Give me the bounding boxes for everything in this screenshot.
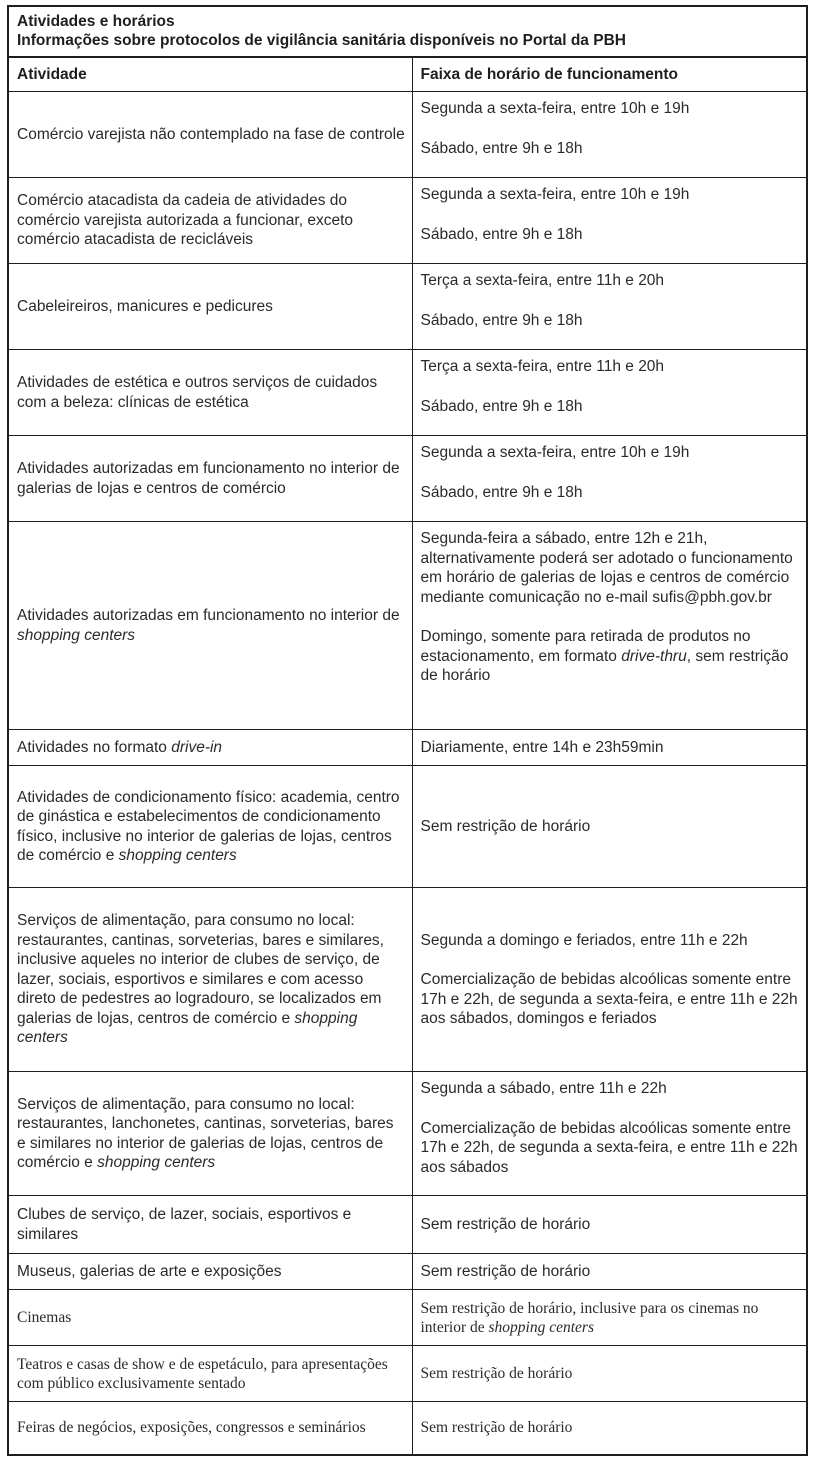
table-row: [9, 92, 806, 178]
hours-cell: Sem restrição de horário: [412, 1196, 806, 1254]
activity-cell: Cinemas: [9, 1290, 412, 1346]
table-row: [9, 1196, 806, 1254]
activity-cell: [9, 766, 412, 888]
hours-line: Segunda a domingo e feriados, entre 11h e 22h: [420, 931, 748, 949]
activity-cell: [9, 1072, 412, 1196]
header-hours: Faixa de horário de funcionamento: [412, 58, 806, 92]
hours-cell: Diariamente, entre 14h e 23h59min: [412, 730, 806, 766]
activity-emphasis: shopping centers: [118, 847, 237, 864]
table-row: [9, 264, 806, 350]
activity-cell: Comércio varejista não contemplado na fase de controle: [9, 92, 412, 178]
hours-emphasis: drive-thru: [621, 647, 687, 665]
hours-line: Segunda a sexta-feira, entre 10h e 19h: [420, 186, 690, 203]
hours-cell: [412, 264, 806, 350]
hours-line: Segunda a sexta-feira, entre 10h e 19h: [420, 100, 690, 117]
hours-line: Terça a sexta-feira, entre 11h e 20h: [420, 358, 665, 375]
hours-cell: Sem restrição de horário: [412, 766, 806, 888]
table-header-row: [9, 58, 806, 92]
activity-cell: Museus, galerias de arte e exposições: [9, 1254, 412, 1290]
table-row: [9, 436, 806, 522]
activities-hours-table: [9, 58, 806, 1454]
activity-emphasis: shopping centers: [97, 1154, 216, 1171]
hours-cell: [412, 1290, 806, 1346]
hours-cell: [412, 178, 806, 264]
activity-cell: Feiras de negócios, exposições, congressos e seminários: [9, 1402, 412, 1454]
hours-line: Sábado, entre 9h e 18h: [420, 225, 583, 243]
hours-line: Sábado, entre 9h e 18h: [420, 483, 583, 501]
activity-cell: Comércio atacadista da cadeia de atividades do comércio varejista autorizada a funcionar, exceto comércio atacadista de recicláveis: [9, 178, 412, 264]
activity-emphasis: shopping centers: [17, 626, 136, 644]
hours-line: Segunda a sábado, entre 11h e 22h: [420, 1080, 667, 1097]
activity-text: Atividades de condicionamento físico: academia, centro de ginástica e estabelecimentos de condicionamento físico, inclusive no interior de galerias de lojas, centros de comércio e: [17, 788, 400, 864]
hours-line: [421, 627, 801, 686]
hours-line: Segunda a sexta-feira, entre 10h e 19h: [420, 444, 690, 461]
hours-cell: Sem restrição de horário: [412, 1254, 806, 1290]
hours-line: Sábado, entre 9h e 18h: [420, 397, 583, 415]
hours-cell: [412, 1072, 806, 1196]
hours-cell: [412, 522, 806, 730]
hours-line: Segunda-feira a sábado, entre 12h e 21h, alternativamente poderá ser adotado o funcionamento em horário de galerias de lojas e centros de comércio mediante comunicação no e-mail sufis@pbh.gov.br: [420, 530, 793, 606]
hours-line: Comercialização de bebidas alcoólicas somente entre 17h e 22h, de segunda a sexta-feira, e entre 11h e 22h aos sábados: [420, 1119, 798, 1176]
hours-emphasis: shopping centers: [488, 1318, 594, 1336]
table-row: [9, 1402, 806, 1454]
activity-cell: [9, 522, 412, 730]
hours-cell: Sem restrição de horário: [412, 1402, 806, 1454]
table-row: [9, 730, 806, 766]
hours-line: Comercialização de bebidas alcoólicas somente entre 17h e 22h, de segunda a sexta-feira, e entre 11h e 22h aos sábados, domingos e feriados: [420, 971, 798, 1027]
caption-subtitle: Informações sobre protocolos de vigilância sanitária disponíveis no Portal da PBH: [17, 32, 626, 49]
hours-cell: [412, 92, 806, 178]
table-row: [9, 350, 806, 436]
activity-cell: Atividades autorizadas em funcionamento no interior de galerias de lojas e centros de comércio: [9, 436, 412, 522]
hours-text: , sem restrição de horário: [420, 647, 789, 684]
table-row: [9, 1346, 806, 1402]
hours-cell: [412, 350, 806, 436]
activity-cell: Teatros e casas de show e de espetáculo, para apresentações com público exclusivamente sentado: [9, 1346, 412, 1402]
activity-text: Atividades autorizadas em funcionamento no interior de: [17, 607, 400, 624]
activity-cell: Clubes de serviço, de lazer, sociais, esportivos e similares: [9, 1196, 412, 1254]
table-row: [9, 766, 806, 888]
hours-line: Sábado, entre 9h e 18h: [420, 311, 583, 329]
activity-emphasis: shopping centers: [17, 1009, 358, 1047]
hours-text: Sem restrição de horário, inclusive para os cinemas no interior de: [420, 1299, 759, 1336]
table-caption: [9, 7, 806, 58]
activity-text: Serviços de alimentação, para consumo no local: restaurantes, lanchonetes, cantinas, sorveterias, bares e similares no interior de galerias de lojas, centros de comércio e: [17, 1095, 394, 1171]
hours-line: Sábado, entre 9h e 18h: [420, 139, 583, 157]
hours-text: Domingo, somente para retirada de produtos no estacionamento, em formato: [420, 628, 751, 665]
header-activity: Atividade: [9, 58, 412, 92]
table-row: [9, 178, 806, 264]
caption-title: Atividades e horários: [17, 13, 175, 30]
activity-cell: [9, 888, 412, 1072]
hours-cell: [412, 436, 806, 522]
hours-cell: Sem restrição de horário: [412, 1346, 806, 1402]
table-row: [9, 522, 806, 730]
activity-cell: [9, 730, 412, 766]
table-row: [9, 1290, 806, 1346]
hours-cell: [412, 888, 806, 1072]
activity-emphasis: drive-in: [171, 738, 223, 756]
activity-text: Atividades no formato: [17, 738, 172, 756]
activity-text: Serviços de alimentação, para consumo no local: restaurantes, cantinas, sorveterias, bares e similares, inclusive aqueles no interior de clubes de serviço, de lazer, sociais, esportivos e similares e com acesso direto de pedestres ao logradouro, se localizados em galerias de lojas, centros de comércio e: [17, 912, 384, 1027]
activity-cell: Cabeleireiros, manicures e pedicures: [9, 264, 412, 350]
table-row: [9, 1072, 806, 1196]
hours-line: Terça a sexta-feira, entre 11h e 20h: [420, 272, 665, 289]
activity-cell: Atividades de estética e outros serviços de cuidados com a beleza: clínicas de estética: [9, 350, 412, 436]
table-row: [9, 888, 806, 1072]
table-row: [9, 1254, 806, 1290]
schedule-table-container: [7, 5, 808, 1456]
